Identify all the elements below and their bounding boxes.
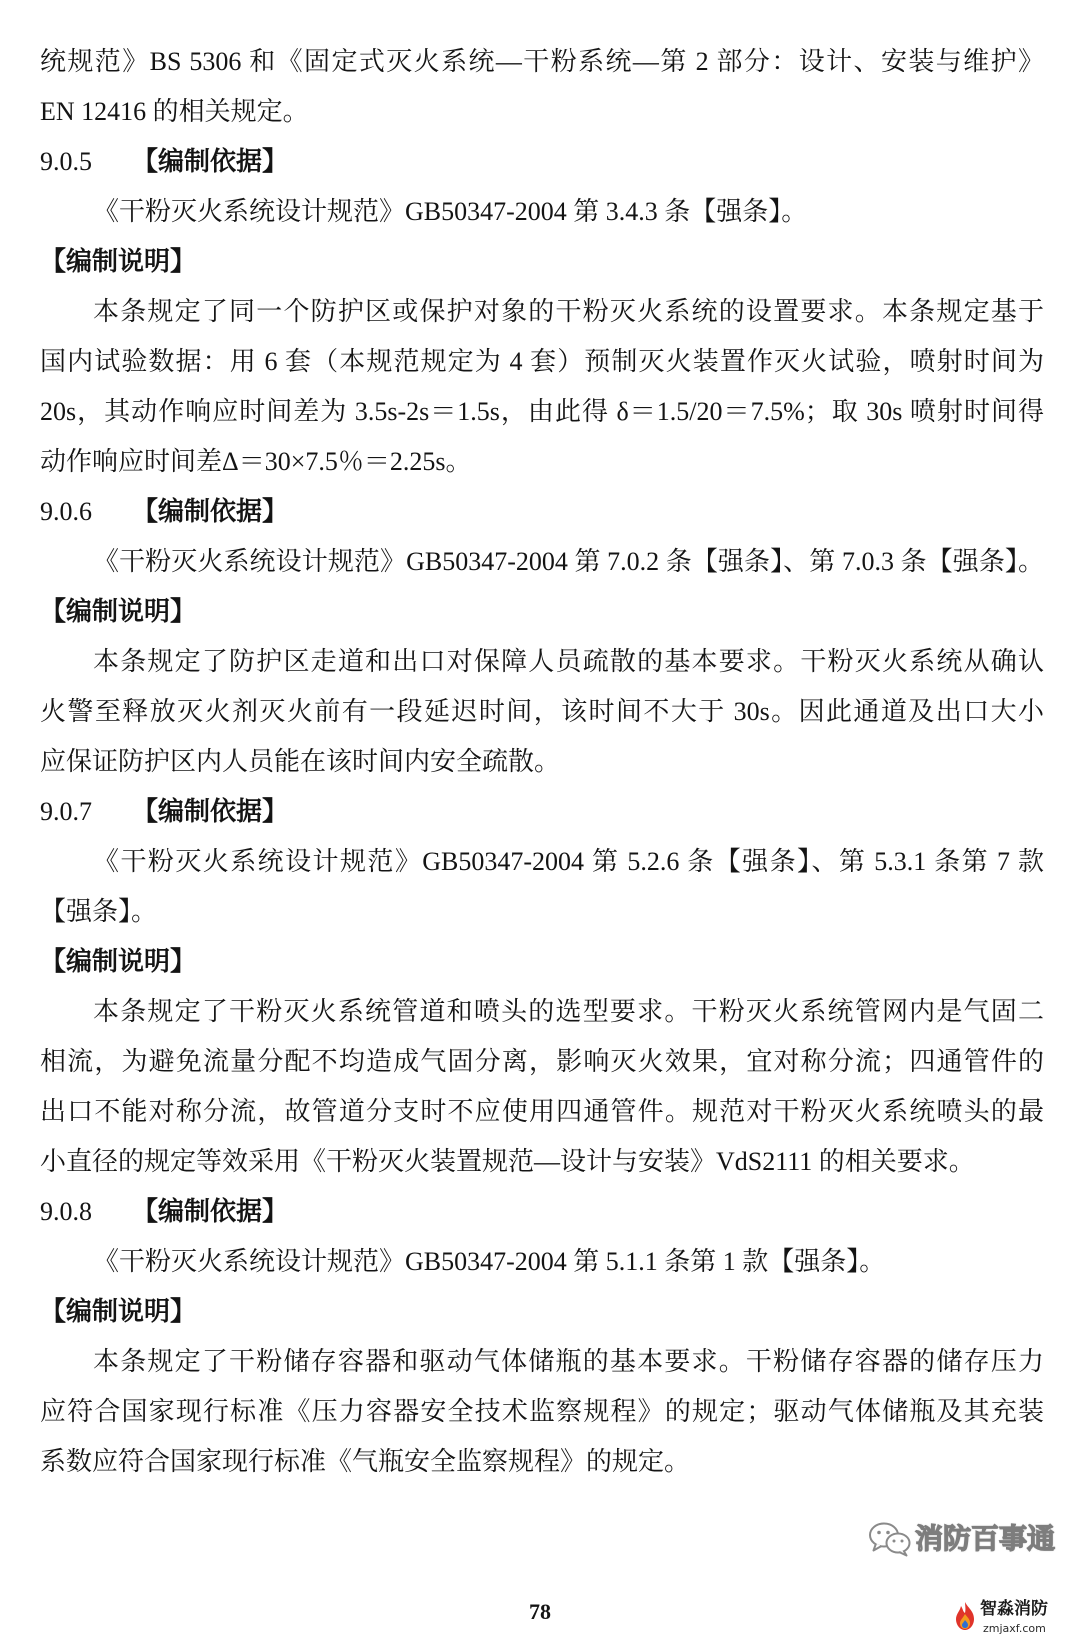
explanation-line: 本条规定了防护区走道和出口对保障人员疏散的基本要求。干粉灭火系统从确认 xyxy=(93,647,1044,676)
explanation-line: 本条规定了同一个防护区或保护对象的干粉灭火系统的设置要求。本条规定基于 xyxy=(93,297,1044,326)
section-heading xyxy=(40,137,1044,187)
explanation-line: 动作响应时间差Δ＝30×7.5％＝2.25s。 xyxy=(40,447,472,476)
explanation-line: 应保证防护区内人员能在该时间内安全疏散。 xyxy=(40,747,561,776)
watermark-account-name: 消防百事通 xyxy=(915,1522,1056,1555)
explanation-line: 系数应符合国家现行标准《气瓶安全监察规程》的规定。 xyxy=(40,1447,691,1476)
section-number: 9.0.8 xyxy=(40,1197,92,1226)
explanation-label: 【编制说明】 xyxy=(40,247,197,276)
explanation-line: 本条规定了干粉储存容器和驱动气体储瓶的基本要求。干粉储存容器的储存压力 xyxy=(93,1347,1044,1376)
text-line: 统规范》BS 5306 和《固定式灭火系统—干粉系统—第 2 部分：设计、安装与维护》 xyxy=(40,47,1044,76)
explanation-line: 国内试验数据：用 6 套（本规范规定为 4 套）预制灭火装置作灭火试验，喷射时间为 xyxy=(40,347,1044,376)
explanation-line: 本条规定了干粉灭火系统管道和喷头的选型要求。干粉灭火系统管网内是气固二 xyxy=(93,997,1044,1026)
basis-label: 【编制依据】 xyxy=(132,497,289,526)
basis-label: 【编制依据】 xyxy=(132,1197,289,1226)
section-heading xyxy=(40,487,1044,537)
page-number: 78 xyxy=(529,1599,551,1624)
explanation-line: 出口不能对称分流，故管道分支时不应使用四通管件。规范对干粉灭火系统喷头的最 xyxy=(40,1097,1044,1126)
explanation-line: 小直径的规定等效采用《干粉灭火装置规范—设计与安装》VdS2111 的相关要求。 xyxy=(40,1147,975,1176)
wechat-icon xyxy=(868,1521,912,1557)
explanation-label: 【编制说明】 xyxy=(40,1297,197,1326)
basis-line: 《干粉灭火系统设计规范》GB50347-2004 第 5.1.1 条第 1 款【强条】。 xyxy=(93,1247,886,1276)
basis-line: 《干粉灭火系统设计规范》GB50347-2004 第 7.0.2 条【强条】、第 7.0.3 条【强条】。 xyxy=(93,547,1044,576)
explanation-line: 20s，其动作响应时间差为 3.5s-2s＝1.5s，由此得 δ＝1.5/20＝7.5%；取 30s 喷射时间得 xyxy=(40,397,1044,426)
logo-text: 智淼消防 xyxy=(980,1599,1048,1619)
logo-domain: zmjaxf.com xyxy=(983,1622,1046,1635)
text-column xyxy=(40,37,1044,1487)
explanation-label: 【编制说明】 xyxy=(40,947,197,976)
section-9-0-5 xyxy=(40,137,1044,487)
basis-label: 【编制依据】 xyxy=(132,797,289,826)
section-number: 9.0.5 xyxy=(40,147,92,176)
section-9-0-7 xyxy=(40,787,1044,1187)
section-heading xyxy=(40,1187,1044,1237)
explanation-line: 火警至释放灭火剂灭火前有一段延迟时间，该时间不大于 30s。因此通道及出口大小 xyxy=(40,697,1044,726)
basis-line: 《干粉灭火系统设计规范》GB50347-2004 第 5.2.6 条【强条】、第 5.3.1 条第 7 款 xyxy=(93,847,1044,876)
explanation-label: 【编制说明】 xyxy=(40,597,197,626)
explanation-line: 应符合国家现行标准《压力容器安全技术监察规程》的规定；驱动气体储瓶及其充装 xyxy=(40,1397,1044,1426)
section-9-0-6 xyxy=(40,487,1044,787)
section-number: 9.0.7 xyxy=(40,797,92,826)
text-line: EN 12416 的相关规定。 xyxy=(40,97,309,126)
previous-section-continuation xyxy=(40,37,1044,137)
basis-label: 【编制依据】 xyxy=(132,147,289,176)
basis-line: 《干粉灭火系统设计规范》GB50347-2004 第 3.4.3 条【强条】。 xyxy=(93,197,808,226)
section-heading xyxy=(40,787,1044,837)
basis-line: 【强条】。 xyxy=(40,897,158,926)
explanation-line: 相流，为避免流量分配不均造成气固分离，影响灭火效果，宜对称分流；四通管件的 xyxy=(40,1047,1044,1076)
flame-logo-icon xyxy=(952,1600,978,1632)
section-number: 9.0.6 xyxy=(40,497,92,526)
section-9-0-8 xyxy=(40,1187,1044,1487)
